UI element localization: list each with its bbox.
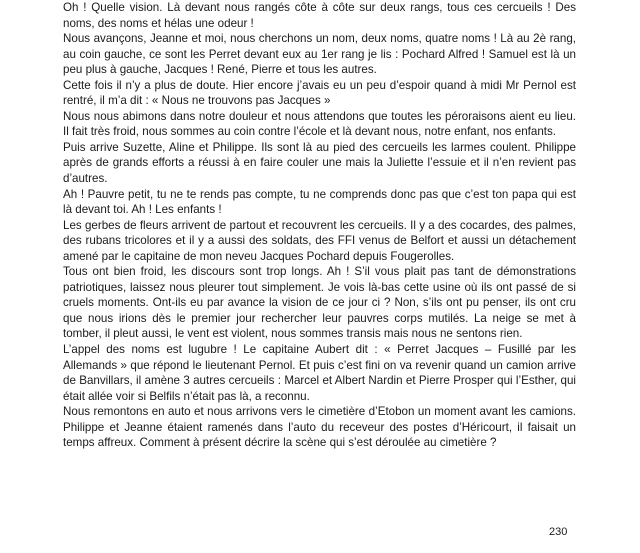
paragraph-9: L’appel des noms est lugubre ! Le capitaine Aubert dit : « Perret Jacques – Fusillé par les Allemands » que répond le lieutenant Pernol. Et puis c’est fini on va revenir quand un camion arrive de Banvillars, il amène 3 autres cercueils : Marcel et Albert Nardin et Pierre Prosper qui l’Esther, qui était allée voir si Belfils n’était pas là, a reconnu. [63, 343, 576, 403]
paragraph-6: Ah ! Pauvre petit, tu ne te rends pas compte, tu ne comprends donc pas que c’est ton papa qui est là devant toi. Ah ! Les enfants ! [63, 187, 576, 217]
paragraph-5: Puis arrive Suzette, Aline et Philippe. Ils sont là au pied des cercueils les larmes coulent. Philippe après de grands efforts a réussi à en faire couler une mais la Juliette l’essuie et il n’en revient pas d’autres. [63, 140, 576, 186]
paragraph-10: Nous remontons en auto et nous arrivons vers le cimetière d’Etobon un moment avant les camions. Philippe et Jeanne étaient ramenés dans l’auto du receveur des postes d’Héricourt, il faisait un temps affreux. Comment à présent décrire la scène qui s’est déroulée au cimetière ? [63, 405, 576, 450]
paragraph-2: Nous avançons, Jeanne et moi, nous cherchons un nom, deux noms, quatre noms ! Là au 2è rang, au coin gauche, ce sont les Perret devant eux au 1er rang je lis : Pochard Alfred ! Samuel est là un peu plus à gauche, Jacques ! René, Pierre et tous les autres. [63, 32, 576, 77]
paragraph-4: Nous nous abimons dans notre douleur et nous attendons que toutes les péroraisons aient eu lieu. Il fait très froid, nous sommes au coin contre l’école et là devant nous, notre enfant, nos enfants. [63, 109, 576, 139]
paragraph-3: Cette fois il n’y a plus de doute. Hier encore j’avais eu un peu d’espoir quand à midi Mr Pernol est rentré, il m’a dit : « Nous ne trouvons pas Jacques » [63, 78, 576, 108]
paragraph-1: Oh ! Quelle vision. Là devant nous rangés côte à côte sur deux rangs, tous ces cercueils ! Des noms, des noms et hélas une odeur ! [63, 1, 576, 30]
page-number: 230 [549, 526, 568, 538]
paragraph-8: Tous ont bien froid, les discours sont trop longs. Ah ! S’il vous plait pas tant de démonstrations patriotiques, laissez nous pleurer tout simplement. Je vois là-bas cette usine où ils ont passé de si cruels moments. Ont-ils eu par avance la vision de ce jour ci ? Non, s’ils ont pu penser, ils ont cru que nous irions dès le premier jour rechercher leur pauvres corps mutilés. La neige se met à tomber, il pleut aussi, le vent est violent, nous sommes transis mais nous ne sentons rien. [63, 265, 576, 341]
body-text [63, 0, 576, 451]
paragraph-7: Les gerbes de fleurs arrivent de partout et recouvrent les cercueils. Il y a des cocardes, des palmes, des rubans tricolores et il y a aussi des soldats, des FFI venus de Belfort et aussi un détachement amené par le capitaine de mon neveu Jacques Pochard depuis Fougerolles. [63, 218, 576, 263]
